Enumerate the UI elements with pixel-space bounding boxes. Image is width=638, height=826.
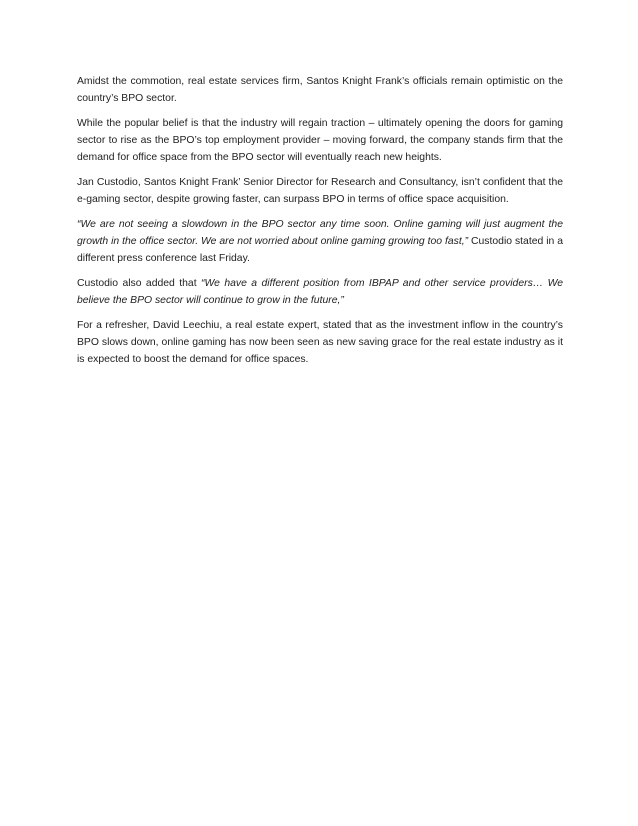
paragraph-5 — [77, 275, 563, 309]
paragraph-1-text: Amidst the commotion, real estate services firm, Santos Knight Frank’s officials remain optimistic on the country’s BPO sector. — [77, 76, 563, 104]
paragraph-4-text: Custodio stated in a different press conference last Friday. — [77, 236, 564, 264]
paragraph-6-text: For a refresher, David Leechiu, a real estate expert, stated that as the investment inflow in the country’s BPO slows down, online gaming has now been seen as new saving grace for the real estate industry as it is expected to boost the demand for office spaces. — [77, 320, 563, 365]
paragraph-5-text: Custodio also added that — [77, 278, 202, 289]
paragraph-4-quote: “We are not seeing a slowdown in the BPO sector any time soon. Online gaming will just augment the growth in the office sector. We are not worried about online gaming growing too fast,” — [77, 219, 563, 247]
paragraph-6 — [77, 317, 563, 368]
paragraph-5-quote: “We have a different position from IBPAP and other service providers… We believe the BPO sector will continue to grow in the future,” — [77, 278, 563, 306]
paragraph-4 — [77, 216, 563, 267]
paragraph-2-text: While the popular belief is that the industry will regain traction – ultimately opening the doors for gaming sector to rise as the BPO’s top employment provider – moving forward, the company stands firm that the demand for office space from the BPO sector will eventually reach new heights. — [77, 118, 563, 163]
article-body — [77, 73, 563, 376]
paragraph-3-text: Jan Custodio, Santos Knight Frank’ Senior Director for Research and Consultancy, isn’t confident that the e-gaming sector, despite growing faster, can surpass BPO in terms of office space acquisition. — [77, 177, 563, 205]
paragraph-2 — [77, 115, 563, 166]
paragraph-1 — [77, 73, 563, 107]
paragraph-3 — [77, 174, 563, 208]
